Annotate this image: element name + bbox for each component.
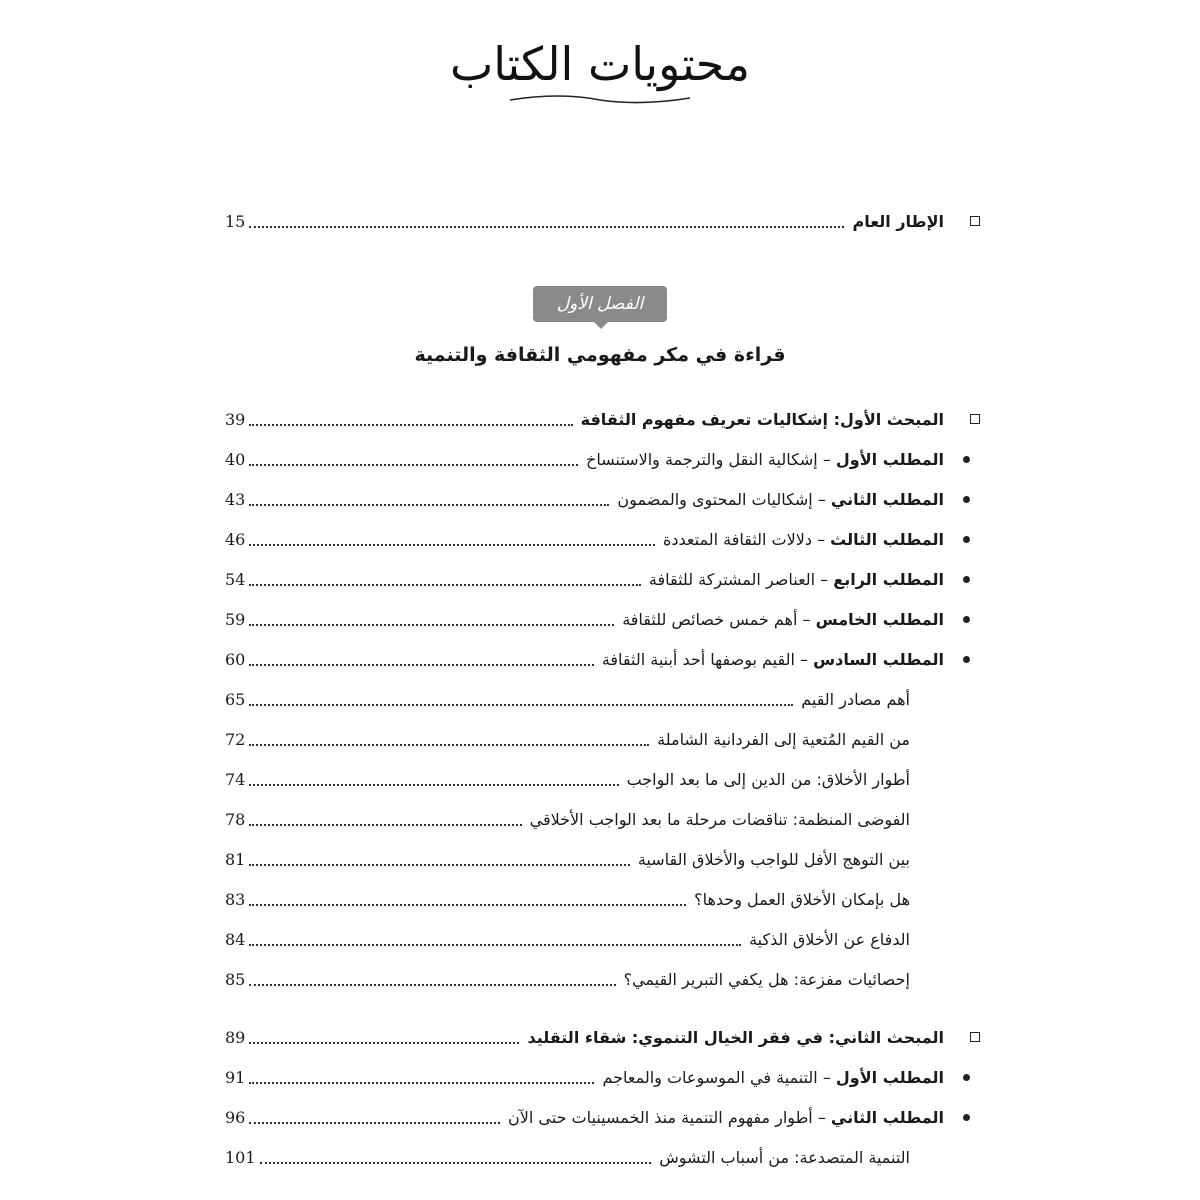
entry-title: – التنمية في الموسوعات والمعاجم [602,1067,836,1087]
entry-title: – إشكاليات المحتوى والمضمون [617,489,831,509]
entry-title: – العناصر المشتركة للثقافة [648,569,834,589]
page-number: 96 [225,1107,246,1127]
toc-line-item[interactable] [225,604,980,634]
checkbox-marker [944,216,980,226]
bullet-marker [944,616,980,623]
toc-entry-text: الدفاع عن الأخلاق الذكية [749,929,910,949]
toc-line-item[interactable] [225,524,980,554]
page-number: 72 [225,729,246,749]
toc-line-subitem[interactable] [225,844,910,874]
toc-line-subitem[interactable] [225,964,910,994]
dot-leader [249,504,609,506]
chapter-badge: الفصل الأول [533,286,667,322]
toc-entry-text [618,610,944,629]
dot-leader [249,984,615,986]
entry-label: المطلب الثاني [830,489,944,509]
toc-line-general[interactable] [225,206,980,236]
dot-leader [249,904,686,906]
toc-entry-text [598,1068,944,1087]
toc-entry-text [659,530,944,549]
page-number: 85 [225,969,246,989]
page-number: 54 [225,569,246,589]
toc-entry-text [582,450,944,469]
entry-label: المطلب الرابع [833,569,944,589]
page-number: 91 [225,1067,246,1087]
dot-leader [249,1042,519,1044]
toc-line-subitem[interactable] [225,804,910,834]
bullet-marker [944,1074,980,1081]
checkbox-marker [944,414,980,424]
toc-line-item[interactable] [225,1062,980,1092]
toc-entry-text [613,490,944,509]
dot-leader [249,226,844,228]
toc-line-subitem[interactable] [225,724,910,754]
dot-leader [249,864,630,866]
page-number: 74 [225,769,246,789]
toc-line-item[interactable] [225,444,980,474]
dot-leader [249,424,572,426]
page-number: 84 [225,929,246,949]
toc-entry-text: أهم مصادر القيم [801,689,910,709]
toc-line-subitem[interactable] [225,1142,910,1172]
toc-line-section-2[interactable] [225,1022,980,1052]
toc-entry-text: هل بإمكان الأخلاق العمل وحدها؟ [694,889,910,909]
chapter-title: قراءة في مكر مفهومي الثقافة والتنمية [414,344,786,366]
dot-leader [249,744,649,746]
toc-entry-text: التنمية المتصدعة: من أسباب التشوش [659,1147,910,1167]
page-number: 65 [225,689,246,709]
bullet-marker [944,496,980,503]
toc-line-item[interactable] [225,1102,980,1132]
chapter-badge-pointer [594,322,608,329]
page-number: 39 [225,409,246,429]
toc-entry-text: المبحث الأول: إشكاليات تعريف مفهوم الثقافة [580,409,944,429]
entry-title: – القيم بوصفها أحد أبنية الثقافة [601,649,814,669]
page-number: 101 [225,1147,256,1167]
toc-entry-text: الإطار العام [852,211,944,231]
page-number: 15 [225,211,246,231]
bullet-marker [944,1114,980,1121]
toc-line-item[interactable] [225,564,980,594]
toc-entry-text: من القيم المُتعية إلى الفردانية الشاملة [657,729,910,749]
dot-leader [249,704,793,706]
toc-line-subitem[interactable] [225,884,910,914]
page-number: 40 [225,449,246,469]
dot-leader [249,824,521,826]
dot-leader [249,624,614,626]
page-number: 83 [225,889,246,909]
page-number: 43 [225,489,246,509]
toc-entry-text [645,570,944,589]
entry-label: المطلب الثاني [830,1107,944,1127]
toc-entry-text: المبحث الثاني: في فقر الخيال التنموي: شقاء التقليد [527,1027,944,1047]
toc-line-subitem[interactable] [225,924,910,954]
entry-label: المطلب الأول [835,449,944,469]
bullet-marker [944,536,980,543]
dot-leader [260,1162,652,1164]
page-number: 78 [225,809,246,829]
dot-leader [249,544,655,546]
dot-leader [249,464,578,466]
page-title: محتويات الكتاب [449,37,751,91]
dot-leader [249,1082,594,1084]
entry-label: المطلب السادس [813,649,944,669]
page-number: 60 [225,649,246,669]
entry-title: – أطوار مفهوم التنمية منذ الخمسينيات حتى الآن [508,1107,831,1127]
page-number: 89 [225,1027,246,1047]
page-number: 46 [225,529,246,549]
toc-line-item[interactable] [225,484,980,514]
page-number: 81 [225,849,246,869]
entry-title: – أهم خمس خصائص للثقافة [622,609,816,629]
entry-title: – دلالات الثقافة المتعددة [663,529,831,549]
entry-label: المطلب الثالث [830,529,944,549]
toc-entry-text [504,1108,944,1127]
title-flourish-ornament [500,92,700,106]
toc-line-section-1[interactable] [225,404,980,434]
entry-label: المطلب الأول [835,1067,944,1087]
toc-entry-text [598,650,944,669]
toc-entry-text: الفوضى المنظمة: تناقضات مرحلة ما بعد الواجب الأخلاقي [529,809,910,829]
entry-title: – إشكالية النقل والترجمة والاستنساخ [586,449,836,469]
bullet-marker [944,576,980,583]
toc-entry-text: بين التوهج الأفل للواجب والأخلاق القاسية [637,849,910,869]
dot-leader [249,584,641,586]
checkbox-marker [944,1032,980,1042]
toc-entry-text: أطوار الأخلاق: من الدين إلى ما بعد الواجب [626,769,910,789]
dot-leader [249,784,618,786]
toc-line-subitem[interactable] [225,684,910,714]
toc-line-item[interactable] [225,644,980,674]
toc-entry-text: إحصائيات مفزعة: هل يكفي التبرير القيمي؟ [623,969,910,989]
bullet-marker [944,656,980,663]
dot-leader [249,944,741,946]
dot-leader [249,664,593,666]
page-number: 59 [225,609,246,629]
dot-leader [249,1122,500,1124]
toc-line-subitem[interactable] [225,764,910,794]
bullet-marker [944,456,980,463]
entry-label: المطلب الخامس [815,609,944,629]
